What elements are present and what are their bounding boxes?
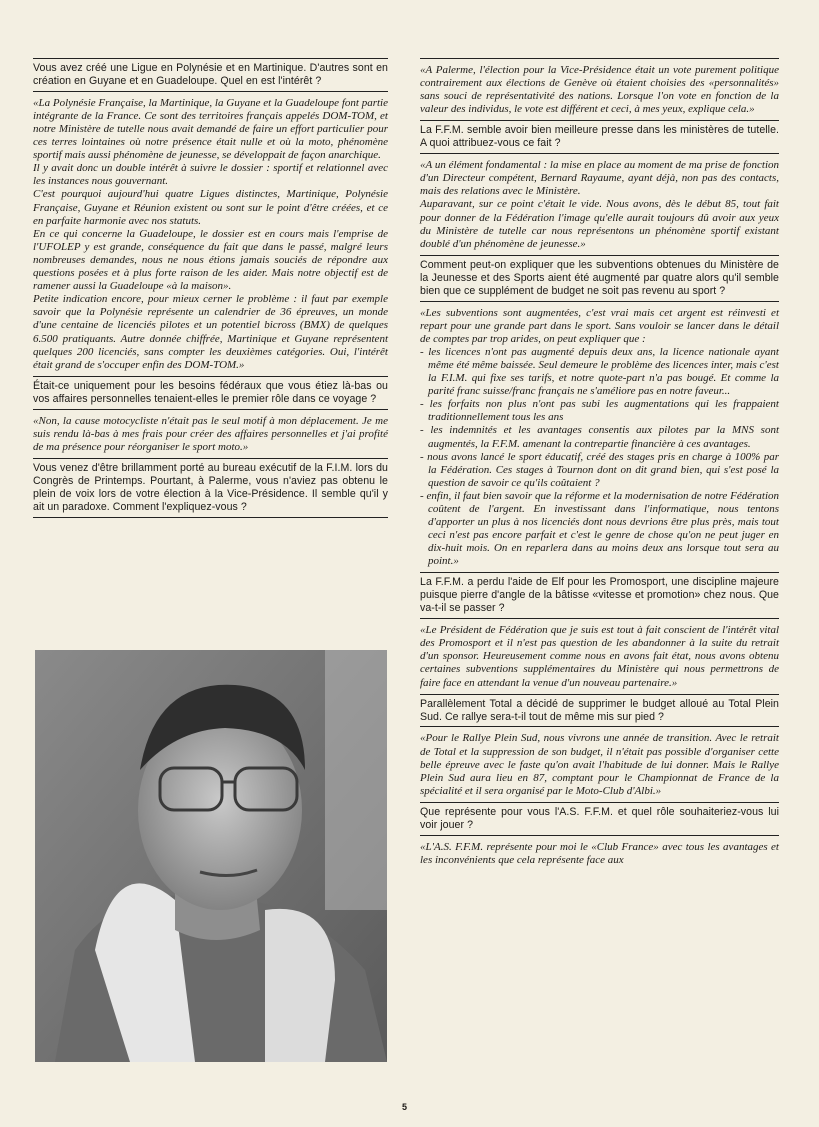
divider xyxy=(420,153,779,154)
list-item: - les indemnités et les avantages consentis aux pilotes par la MNS sont augmentés, la F.F.M. amenant la contrepartie financière à ces avantages. xyxy=(420,424,779,450)
answer-paragraph: «Non, la cause motocycliste n'était pas le seul motif à mon déplacement. Je me suis rendu là-bas à mes frais pour créer des affaires personnelles et j'ai profité de ma présence pour réorganiser le sport moto.» xyxy=(33,414,388,453)
divider xyxy=(420,255,779,256)
left-column xyxy=(33,58,388,518)
answer-paragraph: «A un élément fondamental : la mise en place au moment de ma prise de fonction d'un Directeur compétent, Bernard Rayaume, ayant déjà, non pas des contacts, mais des relations avec le Ministère. xyxy=(420,159,779,198)
answer-list xyxy=(420,346,779,569)
divider xyxy=(420,572,779,573)
right-column xyxy=(420,58,779,871)
divider xyxy=(33,409,388,410)
divider xyxy=(420,802,779,803)
page-number: 5 xyxy=(402,1102,408,1112)
answer-paragraph: «A Palerme, l'élection pour la Vice-Présidence était un vote purement politique contrairement aux élections de Genève où étaient choisies des «personnalités» sans souci de représentativité des nations. Lorsque l'on vote en fonction de la valeur des individus, le vote est différent et ceci, à mes yeux, explique cela.» xyxy=(420,64,779,116)
answer-6 xyxy=(420,624,779,689)
answer-paragraph: «L'A.S. F.F.M. représente pour moi le «Club France» avec tous les avantages et les inconvénients que cela représente face aux xyxy=(420,840,779,866)
divider xyxy=(33,58,388,59)
question-7: Parallèlement Total a décidé de supprimer le budget alloué au Total Plein Sud. Ce rallye sera-t-il tout de même mis sur pied ? xyxy=(420,697,779,723)
divider xyxy=(33,376,388,377)
answer-paragraph: Petite indication encore, pour mieux cerner le problème : il faut par exemple savoir que la Polynésie représente un calendrier de 36 épreuves, un monde d'une centaine de licenciés pilotes et un potentiel bicross (BMX) de quelques 6.500 pratiquants. Autre donnée chiffrée, Martinique et Guyane représentent quelques 200 licenciés, sans compter les deuxièmes catégories. Oui, l'intérêt était grand de s'occuper enfin des DOM-TOM.» xyxy=(33,293,388,371)
portrait-photo xyxy=(35,650,387,1062)
divider xyxy=(33,517,388,518)
question-2: Était-ce uniquement pour les besoins fédéraux que vous étiez là-bas ou vos affaires personnelles tenaient-elles le premier rôle dans ce voyage ? xyxy=(33,379,388,405)
answer-paragraph: «Pour le Rallye Plein Sud, nous vivrons une année de transition. Avec le retrait de Total et la suppression de son budget, il n'était pas possible d'organiser cette belle épreuve avec le faste qu'on avait l'habitude de lui donner. Mais le Rallye Plein Sud aura lieu en 87, comptant pour le Championnat de France de la spécialité et il sera organisé par le Moto-Club d'Albi.» xyxy=(420,732,779,797)
list-item: - enfin, il faut bien savoir que la réforme et la modernisation de notre Fédération coûtent de l'argent. En investissant dans l'informatique, nous tentons d'apporter un plus à nos licenciés dont nous devrions être plus près, mais tout ceci n'est pas encore parfait et c'est le genre de chose qu'on ne peut juger en dix-huit mois. On en reparlera dans au moins deux ans lorsque tout sera au point.» xyxy=(420,490,779,569)
divider xyxy=(420,694,779,695)
divider xyxy=(33,91,388,92)
question-4: La F.F.M. semble avoir bien meilleure presse dans les ministères de tutelle. A quoi attribuez-vous ce fait ? xyxy=(420,124,779,150)
question-3: Vous venez d'être brillamment porté au bureau exécutif de la F.I.M. lors du Congrès de Printemps. Pourtant, à Palerme, vous n'aviez pas obtenu le plein de voix lors de votre élection à la Vice-Présidence. Il semble qu'il y ait un paradoxe. Comment l'expliquez-vous ? xyxy=(33,461,388,513)
question-6: La F.F.M. a perdu l'aide de Elf pour les Promosport, une discipline majeure puisque pierre d'angle de la bâtisse «vitesse et promotion» chez nous. Que va-t-il se passer ? xyxy=(420,576,779,615)
list-item: - les forfaits non plus n'ont pas subi les augmentations qui les frappaient traditionnellement tous les ans xyxy=(420,398,779,424)
answer-1 xyxy=(33,97,388,372)
answer-7 xyxy=(420,732,779,797)
divider xyxy=(420,835,779,836)
answer-paragraph: C'est pourquoi aujourd'hui quatre Ligues distinctes, Martinique, Polynésie Française, Guyane et Réunion existent ou sont sur le point d'être créées, et ce en parfaite harmonie avec nos statuts. xyxy=(33,188,388,227)
answer-paragraph: «La Polynésie Française, la Martinique, la Guyane et la Guadeloupe font partie intégrante de la France. Ce sont des territoires français appelés DOM-TOM, et notre Ministère de tutelle nous avait demandé de faire un effort particulier pour ces terres lointaines où notre présence était nulle et où la moto, phénomène sportif mais aussi phénomène de jeunesse, se développait de façon anarchique. xyxy=(33,96,388,162)
divider xyxy=(420,301,779,302)
answer-intro: «Les subventions sont augmentées, c'est vrai mais cet argent est réinvesti et repart pour une grande part dans le sport. Sans vouloir se lancer dans le détail de comptes par trop arides, on peut expliquer que : xyxy=(420,306,779,345)
answer-3 xyxy=(420,64,779,116)
answer-paragraph: Auparavant, sur ce point c'était le vide. Nous avons, dès le début 85, tout fait pour donner de la Fédération l'image qu'elle aurait toujours dû avoir aux yeux du Ministère de tutelle car nous représentons un phénomène sportif existant doublé d'un phénomène de jeunesse.» xyxy=(420,198,779,250)
divider xyxy=(420,618,779,619)
question-8: Que représente pour vous l'A.S. F.F.M. et quel rôle souhaiteriez-vous lui voir jouer ? xyxy=(420,805,779,831)
divider xyxy=(420,120,779,121)
answer-paragraph: «Le Président de Fédération que je suis est tout à fait conscient de l'intérêt vital des Promosport et il n'est pas question de les abandonner à la suite du retrait d'un sponsor. Heureusement comme nous en avons fait état, nous avons obtenu certaines subventions supplémentaires du Ministère qui nous permettrons de faire face en attendant la venue d'un nouveau partenaire.» xyxy=(420,624,779,689)
answer-8 xyxy=(420,841,779,867)
divider xyxy=(33,458,388,459)
answer-5 xyxy=(420,307,779,569)
answer-paragraph: En ce qui concerne la Guadeloupe, le dossier est en cours mais l'emprise de l'UFOLEP y est grande, conséquence du fait que dans le passé, malgré leurs nombreuses demandes, nous ne nous étions jamais souciés de répondre aux questions posées et à plus forte raison de les aider. Mais notre objectif est de ramener aussi la Guadeloupe «à la maison». xyxy=(33,227,388,293)
list-item: - nous avons lancé le sport éducatif, créé des stages pris en charge à 100% par la Fédération. Ces stages à Tournon dont on dit grand bien, qui s'est posé la question de savoir ce qu'ils coûtaient ? xyxy=(420,451,779,490)
divider xyxy=(420,726,779,727)
answer-4 xyxy=(420,159,779,251)
question-1: Vous avez créé une Ligue en Polynésie et en Martinique. D'autres sont en création en Guyane et en Guadeloupe. Quel en est l'intérêt ? xyxy=(33,62,388,87)
divider xyxy=(420,58,779,59)
question-5: Comment peut-on expliquer que les subventions obtenues du Ministère de la Jeunesse et des Sports aient été augmenté par quatre alors qu'il semble bien que ce supplément de budget ne soit pas revenu au sport ? xyxy=(420,258,779,297)
portrait-illustration xyxy=(35,650,387,1062)
answer-2 xyxy=(33,415,388,454)
answer-paragraph: Il y avait donc un double intérêt à suivre le dossier : sportif et relationnel avec les instances nous gouvernant. xyxy=(33,162,388,188)
list-item: - les licences n'ont pas augmenté depuis deux ans, la licence nationale ayant même été même baissée. Seul demeure le problème des licences inter, mais c'est la F.I.M. qui fixe ses tarifs, et notre quote-part n'a pas bougé. Et comme la parité franc suisse/franc français ne s'améliore pas en notre faveur... xyxy=(420,346,779,398)
